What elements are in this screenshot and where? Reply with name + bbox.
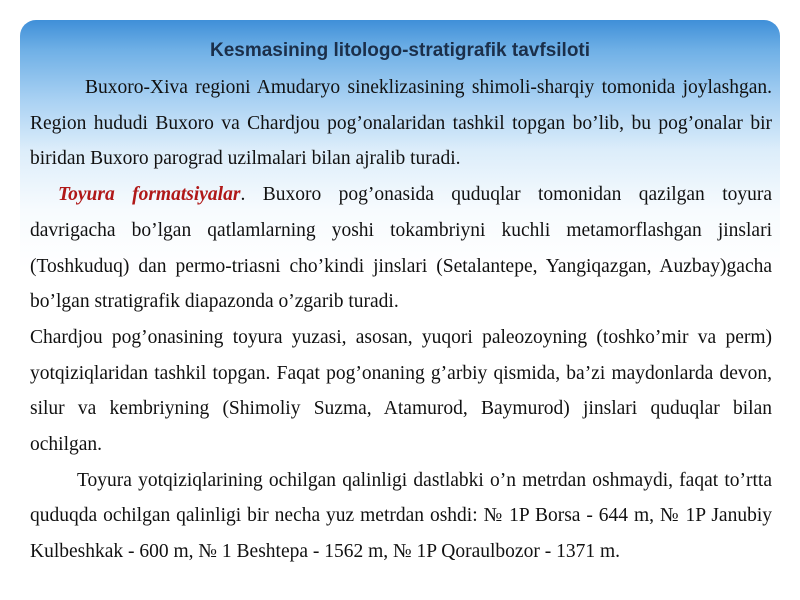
paragraph-thickness: Toyura yotqiziqlarining ochilgan qalinligi dastlabki o’n metrdan oshmaydi, faqat to’rtta quduqda ochilgan qalinligi bir necha yuz metrdan oshdi: № 1P Borsa - 644 m, № 1P Janubiy Kulbeshkak - 600 m, № 1 Beshtepa - 1562 m, № 1P Qoraulbozor - 1371 m. [30, 469, 772, 563]
paragraph-toyura-formations [30, 177, 772, 320]
term-toyura-formatsiyalar: Toyura formatsiyalar [58, 184, 241, 206]
paragraph-toyura-text: . Buxoro pog’onasida quduqlar tomonidan qazilgan toyura davrigacha bo’lgan qatlamlarning yoshi tokambriyni kuchli metamorflashgan jinslari (Toshkuduq) dan permo-triasni cho’kindi jinslari (Setalantepe, Yangiqazgan, Auzbay)gacha bo’lgan stratigrafik diapazonda o’zgarib turadi. [30, 184, 773, 313]
slide-body [30, 70, 772, 570]
paragraph-region: Buxoro-Xiva regioni Amudaryo sineklizasining shimoli-sharqiy tomonida joylashgan. Region hududi Buxoro va Chardjou pog’onalaridan tashkil topgan bo’lib, bu pog’onalar bir biridan Buxoro parograd uzilmalari bilan ajralib turadi. [30, 77, 772, 170]
paragraph-chardjou: Chardjou pog’onasining toyura yuzasi, asosan, yuqori paleozoyning (toshko’mir va perm) yotqiziqlaridan tashkil topgan. Faqat pog’onaning g’arbiy qismida, ba’zi maydonlarda devon, silur va kembriyning (Shimoliy Suzma, Atamurod, Baymurod) jinslari quduqlar bilan ochilgan. [30, 326, 772, 456]
slide-title: Kesmasining litologo-stratigrafik tavfsiloti [209, 40, 591, 61]
